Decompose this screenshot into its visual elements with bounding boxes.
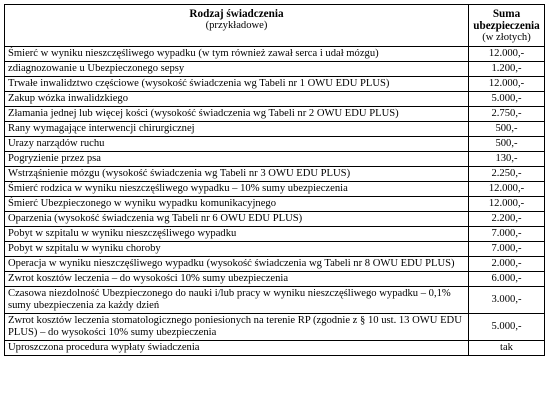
- amount-cell: 5.000,-: [469, 92, 545, 107]
- header-benefit-title: Rodzaj świadczenia: [189, 8, 284, 20]
- table-row: [5, 287, 545, 314]
- amount-cell: 7.000,-: [469, 242, 545, 257]
- table-row: [5, 272, 545, 287]
- benefit-cell: Rany wymagające interwencji chirurgicznej: [5, 122, 469, 137]
- benefit-cell: Pobyt w szpitalu w wyniku choroby: [5, 242, 469, 257]
- table-row: [5, 182, 545, 197]
- amount-cell: 2.000,-: [469, 257, 545, 272]
- table-row: [5, 242, 545, 257]
- benefit-cell: Zakup wózka inwalidzkiego: [5, 92, 469, 107]
- benefit-cell: Śmierć Ubezpieczonego w wyniku wypadku komunikacyjnego: [5, 197, 469, 212]
- amount-cell: 5.000,-: [469, 314, 545, 341]
- header-benefit-subtitle: (przykładowe): [205, 20, 268, 31]
- table-body: [5, 47, 545, 356]
- table-row: [5, 137, 545, 152]
- benefit-cell: Śmierć rodzica w wyniku nieszczęśliwego wypadku – 10% sumy ubezpieczenia: [5, 182, 469, 197]
- table-row: [5, 77, 545, 92]
- benefit-cell: Złamania jednej lub więcej kości (wysokość świadczenia wg Tabeli nr 2 OWU EDU PLUS): [5, 107, 469, 122]
- benefit-cell: Zwrot kosztów leczenia – do wysokości 10% sumy ubezpieczenia: [5, 272, 469, 287]
- benefit-cell: Operacja w wyniku nieszczęśliwego wypadku (wysokość świadczenia wg Tabeli nr 8 OWU EDU PLUS): [5, 257, 469, 272]
- benefit-cell: Zwrot kosztów leczenia stomatologicznego poniesionych na terenie RP (zgodnie z § 10 ust. 13 OWU EDU PLUS) – do wysokości 10% sumy ubezpieczenia: [5, 314, 469, 341]
- table-header-row: [5, 5, 545, 47]
- amount-cell: 500,-: [469, 137, 545, 152]
- amount-cell: 3.000,-: [469, 287, 545, 314]
- benefit-cell: Pogryzienie przez psa: [5, 152, 469, 167]
- table-row: [5, 197, 545, 212]
- header-sum-insured: [469, 5, 545, 47]
- benefit-cell: Trwałe inwalidztwo częściowe (wysokość świadczenia wg Tabeli nr 1 OWU EDU PLUS): [5, 77, 469, 92]
- amount-cell: 130,-: [469, 152, 545, 167]
- table-row: [5, 167, 545, 182]
- benefit-cell: Oparzenia (wysokość świadczenia wg Tabeli nr 6 OWU EDU PLUS): [5, 212, 469, 227]
- amount-cell: 500,-: [469, 122, 545, 137]
- amount-cell: 1.200,-: [469, 62, 545, 77]
- amount-cell: 7.000,-: [469, 227, 545, 242]
- benefit-cell: Uproszczona procedura wypłaty świadczenia: [5, 341, 469, 356]
- amount-cell: 6.000,-: [469, 272, 545, 287]
- table-row: [5, 62, 545, 77]
- header-sum-title: Suma ubezpieczenia: [473, 8, 540, 32]
- benefit-cell: Czasowa niezdolność Ubezpieczonego do nauki i/lub pracy w wyniku nieszczęśliwego wypadku – 0,1% sumy ubezpieczenia za każdy dzień: [5, 287, 469, 314]
- table-row: [5, 152, 545, 167]
- table-row: [5, 314, 545, 341]
- table-row: [5, 92, 545, 107]
- table-row: [5, 257, 545, 272]
- benefits-document: [4, 4, 544, 356]
- amount-cell: tak: [469, 341, 545, 356]
- table-row: [5, 341, 545, 356]
- amount-cell: 12.000,-: [469, 182, 545, 197]
- table-row: [5, 107, 545, 122]
- benefit-cell: zdiagnozowanie u Ubezpieczonego sepsy: [5, 62, 469, 77]
- amount-cell: 12.000,-: [469, 47, 545, 62]
- header-sum-subtitle: (w złotych): [482, 32, 531, 43]
- benefit-cell: Urazy narządów ruchu: [5, 137, 469, 152]
- table-row: [5, 47, 545, 62]
- amount-cell: 2.200,-: [469, 212, 545, 227]
- benefit-cell: Wstrząśnienie mózgu (wysokość świadczenia wg Tabeli nr 3 OWU EDU PLUS): [5, 167, 469, 182]
- benefits-table: [4, 4, 545, 356]
- benefit-cell: Pobyt w szpitalu w wyniku nieszczęśliwego wypadku: [5, 227, 469, 242]
- amount-cell: 12.000,-: [469, 77, 545, 92]
- header-benefit-type: [5, 5, 469, 47]
- amount-cell: 2.250,-: [469, 167, 545, 182]
- table-row: [5, 212, 545, 227]
- amount-cell: 12.000,-: [469, 197, 545, 212]
- benefit-cell: Śmierć w wyniku nieszczęśliwego wypadku (w tym również zawał serca i udał mózgu): [5, 47, 469, 62]
- amount-cell: 2.750,-: [469, 107, 545, 122]
- table-row: [5, 227, 545, 242]
- table-row: [5, 122, 545, 137]
